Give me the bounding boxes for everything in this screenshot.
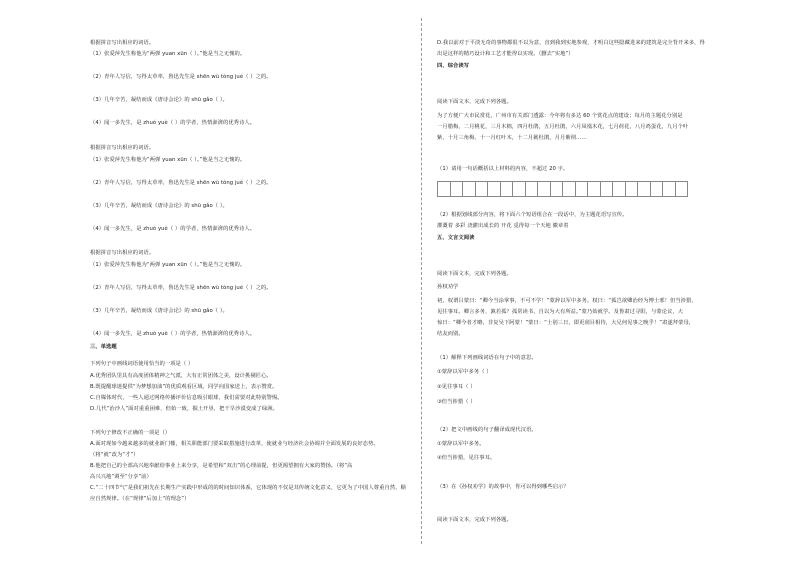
answer-cell[interactable] (538, 182, 551, 196)
text-line: 初，权谓吕蒙曰：“卿今当涂掌事，不可不学！”蒙辞以军中多务。权曰：“孤岂欲卿治经为博士邪！但当涉猎， (437, 298, 697, 304)
answer-cell[interactable] (463, 182, 476, 196)
text-line: 惊曰：“卿今者才略，非复吴下阿蒙！”蒙曰：“士别三日，即更刮目相待，大兄何见事之晚乎！”肃遂拜蒙母， (437, 320, 695, 326)
answer-cell[interactable] (651, 182, 664, 196)
text-line: （3）几年辛苦，凝结而成《唐诗会论》的 shū gǎo（ ）。 (90, 97, 228, 103)
text-line: （3）在《孙权劝学》的故事中，你可以得到哪些启示？ (437, 484, 569, 490)
text-line: （3）几年辛苦，凝结而成《唐诗会论》的 shū gǎo（ ）。 (90, 203, 228, 209)
text-line: （2）青年人写信，写得太草率，鲁迅先生是 shēn wù tòng jué（ ）之的。 (90, 285, 272, 291)
text-line: ①蒙辞以军中多务。 (437, 441, 485, 447)
text-line: ②见往事耳（ ） (437, 384, 476, 390)
text-line: 下列句子修改不正确的一项是（） (90, 430, 171, 436)
text-line: （1）请用一句话概括以上材料的内容，不超过 20 字。 (437, 166, 569, 172)
answer-cell[interactable] (488, 182, 501, 196)
text-line: （1）张爱萍先生称他为“两弹 yuan xūn（ ）。”他是当之无愧的。 (90, 262, 246, 268)
text-line: （2）青年人写信，写得太草率，鲁迅先生是 shēn wù tòng jué（ ）之的。 (90, 180, 272, 186)
text-line: （1）张爱萍先生称他为“两弹 yuan xūn（ ）。”他是当之无愧的。 (90, 51, 246, 57)
answer-cell[interactable] (551, 182, 564, 196)
text-line: 阅读下面文本，完成下列各题。 (437, 517, 512, 523)
text-line: ②但当涉猎，见往事耳。 (437, 455, 496, 461)
answer-cell[interactable] (476, 182, 489, 196)
text-line: 下列句子中画线词语使用恰当的一项是（ ） (90, 361, 194, 367)
text-line: 为了方便广大市民赏花，广州市有关部门透露：今年将有多达 60 个赏花点的建设；每月的主题花分别是 (437, 113, 683, 119)
text-line: （1）张爱萍先生称他为“两弹 yuan xūn（ ）。”他是当之无愧的。 (90, 157, 246, 163)
text-line: D.几代“治沙人”面对重重困难，但始一致，掘土开垦，把干旱沙漠变成了绿洲。 (90, 406, 278, 412)
answer-cell[interactable] (626, 182, 639, 196)
text-line: （4）闻一多先生，是 zhuó yuè（ ）的学者，热情澎湃的优秀诗人。 (90, 226, 256, 232)
answer-cell[interactable] (451, 182, 464, 196)
text-line: 应自然规律。（在“规律”后加上“的理念”） (90, 496, 190, 502)
text-line: 根据拼音写出相应的词语。 (90, 250, 155, 256)
text-line: A.面对现如今越来越多的就业新门槛，相关职能部门要采取措施进行改革，使就业与经济社会协调并全面发展的良好态势。 (90, 441, 379, 447)
answer-cell[interactable] (513, 182, 526, 196)
text-line: 结友而别。 (437, 331, 464, 337)
text-line: B.既提醒球迷提供“为梦想加油”的优质观看区域，同学向国家送上，表示赞赏。 (90, 384, 278, 390)
answer-cell[interactable] (526, 182, 539, 196)
text-line: （2）青年人写信，写得太草率，鲁迅先生是 shēn wù tòng jué（ ）之的。 (90, 74, 272, 80)
section-heading: 四、综合读写 (437, 63, 470, 69)
text-line: ①蒙辞以军中多务（ ） (437, 369, 492, 375)
answer-cell[interactable] (563, 182, 576, 196)
text-line: A.优秀团队里具有高度团体精神之气派，大有正常团体之美，设计挑剔匠心。 (90, 373, 272, 379)
text-line: D.我以前对于平淡无奇的事物都很不以为意，直到我到实地参观，才明白这些隐藏进来的建筑是完全背开来多，得 (437, 40, 705, 46)
text-line: （4）闻一多先生，是 zhuó yuè（ ）的学者，热情澎湃的优秀诗人。 (90, 120, 256, 126)
section-heading: 五、文言文阅读 (437, 235, 475, 241)
text-line: 一月腊梅，二月桃花，三月木棉，四月杜鹃，五月杜鹃，六月凤凰木花，七月荷花，八月鸡蛋花，九月个叶 (437, 124, 689, 130)
text-line: （2）把文中画线的句子翻译成现代汉语。 (437, 427, 537, 433)
text-line: （1）解释下列画线词语在句子中的意思。 (437, 355, 537, 361)
text-line: B.他把自己的全部高兴地奉献给事业上来分享，是希望和“双击”的心理前提，但更渴望拥有大家的赞扬。（将“高 (90, 463, 353, 469)
text-line: 孙权劝学 (437, 284, 459, 290)
text-line: （4）闻一多先生，是 zhuó yuè（ ）的学者，热情澎湃的优秀诗人。 (90, 331, 256, 337)
answer-cell[interactable] (576, 182, 589, 196)
answer-cell[interactable] (638, 182, 651, 196)
text-line: 根据拼音写出相应的词语。 (90, 40, 155, 46)
text-line: （将“就”改为“才”） (90, 452, 139, 458)
text-line: 阅读下面文本，完成下列各题。 (437, 271, 512, 277)
text-line: （2）根据划线部分内容，将下面六个短语组合在一段话中，为主题花语写宣传。 (437, 212, 628, 218)
text-line: 高兴兴地”调至“分享”前） (90, 474, 152, 480)
answer-cell[interactable] (676, 182, 689, 196)
text-line: ③但当涉猎（ ） (437, 399, 476, 405)
text-line: 阅读下面文本，完成下列各题。 (437, 99, 512, 105)
answer-cell[interactable] (588, 182, 601, 196)
answer-cell[interactable] (663, 182, 676, 196)
answer-cell[interactable] (601, 182, 614, 196)
text-line: 根据拼音写出相应的词语。 (90, 145, 155, 151)
answer-cell[interactable] (438, 182, 451, 196)
text-line: （3）几年辛苦，凝结而成《唐诗会论》的 shū gǎo（ ）。 (90, 308, 228, 314)
answer-cell[interactable] (613, 182, 626, 196)
text-line: C.“二十四节气”是我们祖先在长期生产实践中形成的的时间知识体系，它体现的不仅是其传统文化意义，它更为了中国人尊重自然、顺 (90, 485, 406, 491)
answer-grid-boxes[interactable] (437, 181, 688, 197)
section-heading: 三、单选题 (90, 344, 117, 350)
text-line: 见往事耳。卿言多务，孰若孤？孤常读书，自以为大有所益。”蒙乃始就学。及鲁肃过寻阳，与蒙论议，大 (437, 309, 684, 315)
text-line: 紫，十月三角梅，十一月红叶木，十二月簕杜鹃，月月紫荆…… (437, 135, 587, 141)
text-line: C.自媒体时代，一些人通过网络传播评价信息吸引眼球，我们需要对此特别警惕。 (90, 395, 283, 401)
text-line: 灌溉着 多彩 浇灌出成长的 开花 觅得每一个天地 徽章着 (437, 223, 569, 229)
column-divider (421, 18, 422, 544)
text-line: 出是这样的精巧设计和工艺才能得以实现。（删去“实地”） (437, 51, 574, 57)
answer-cell[interactable] (501, 182, 514, 196)
